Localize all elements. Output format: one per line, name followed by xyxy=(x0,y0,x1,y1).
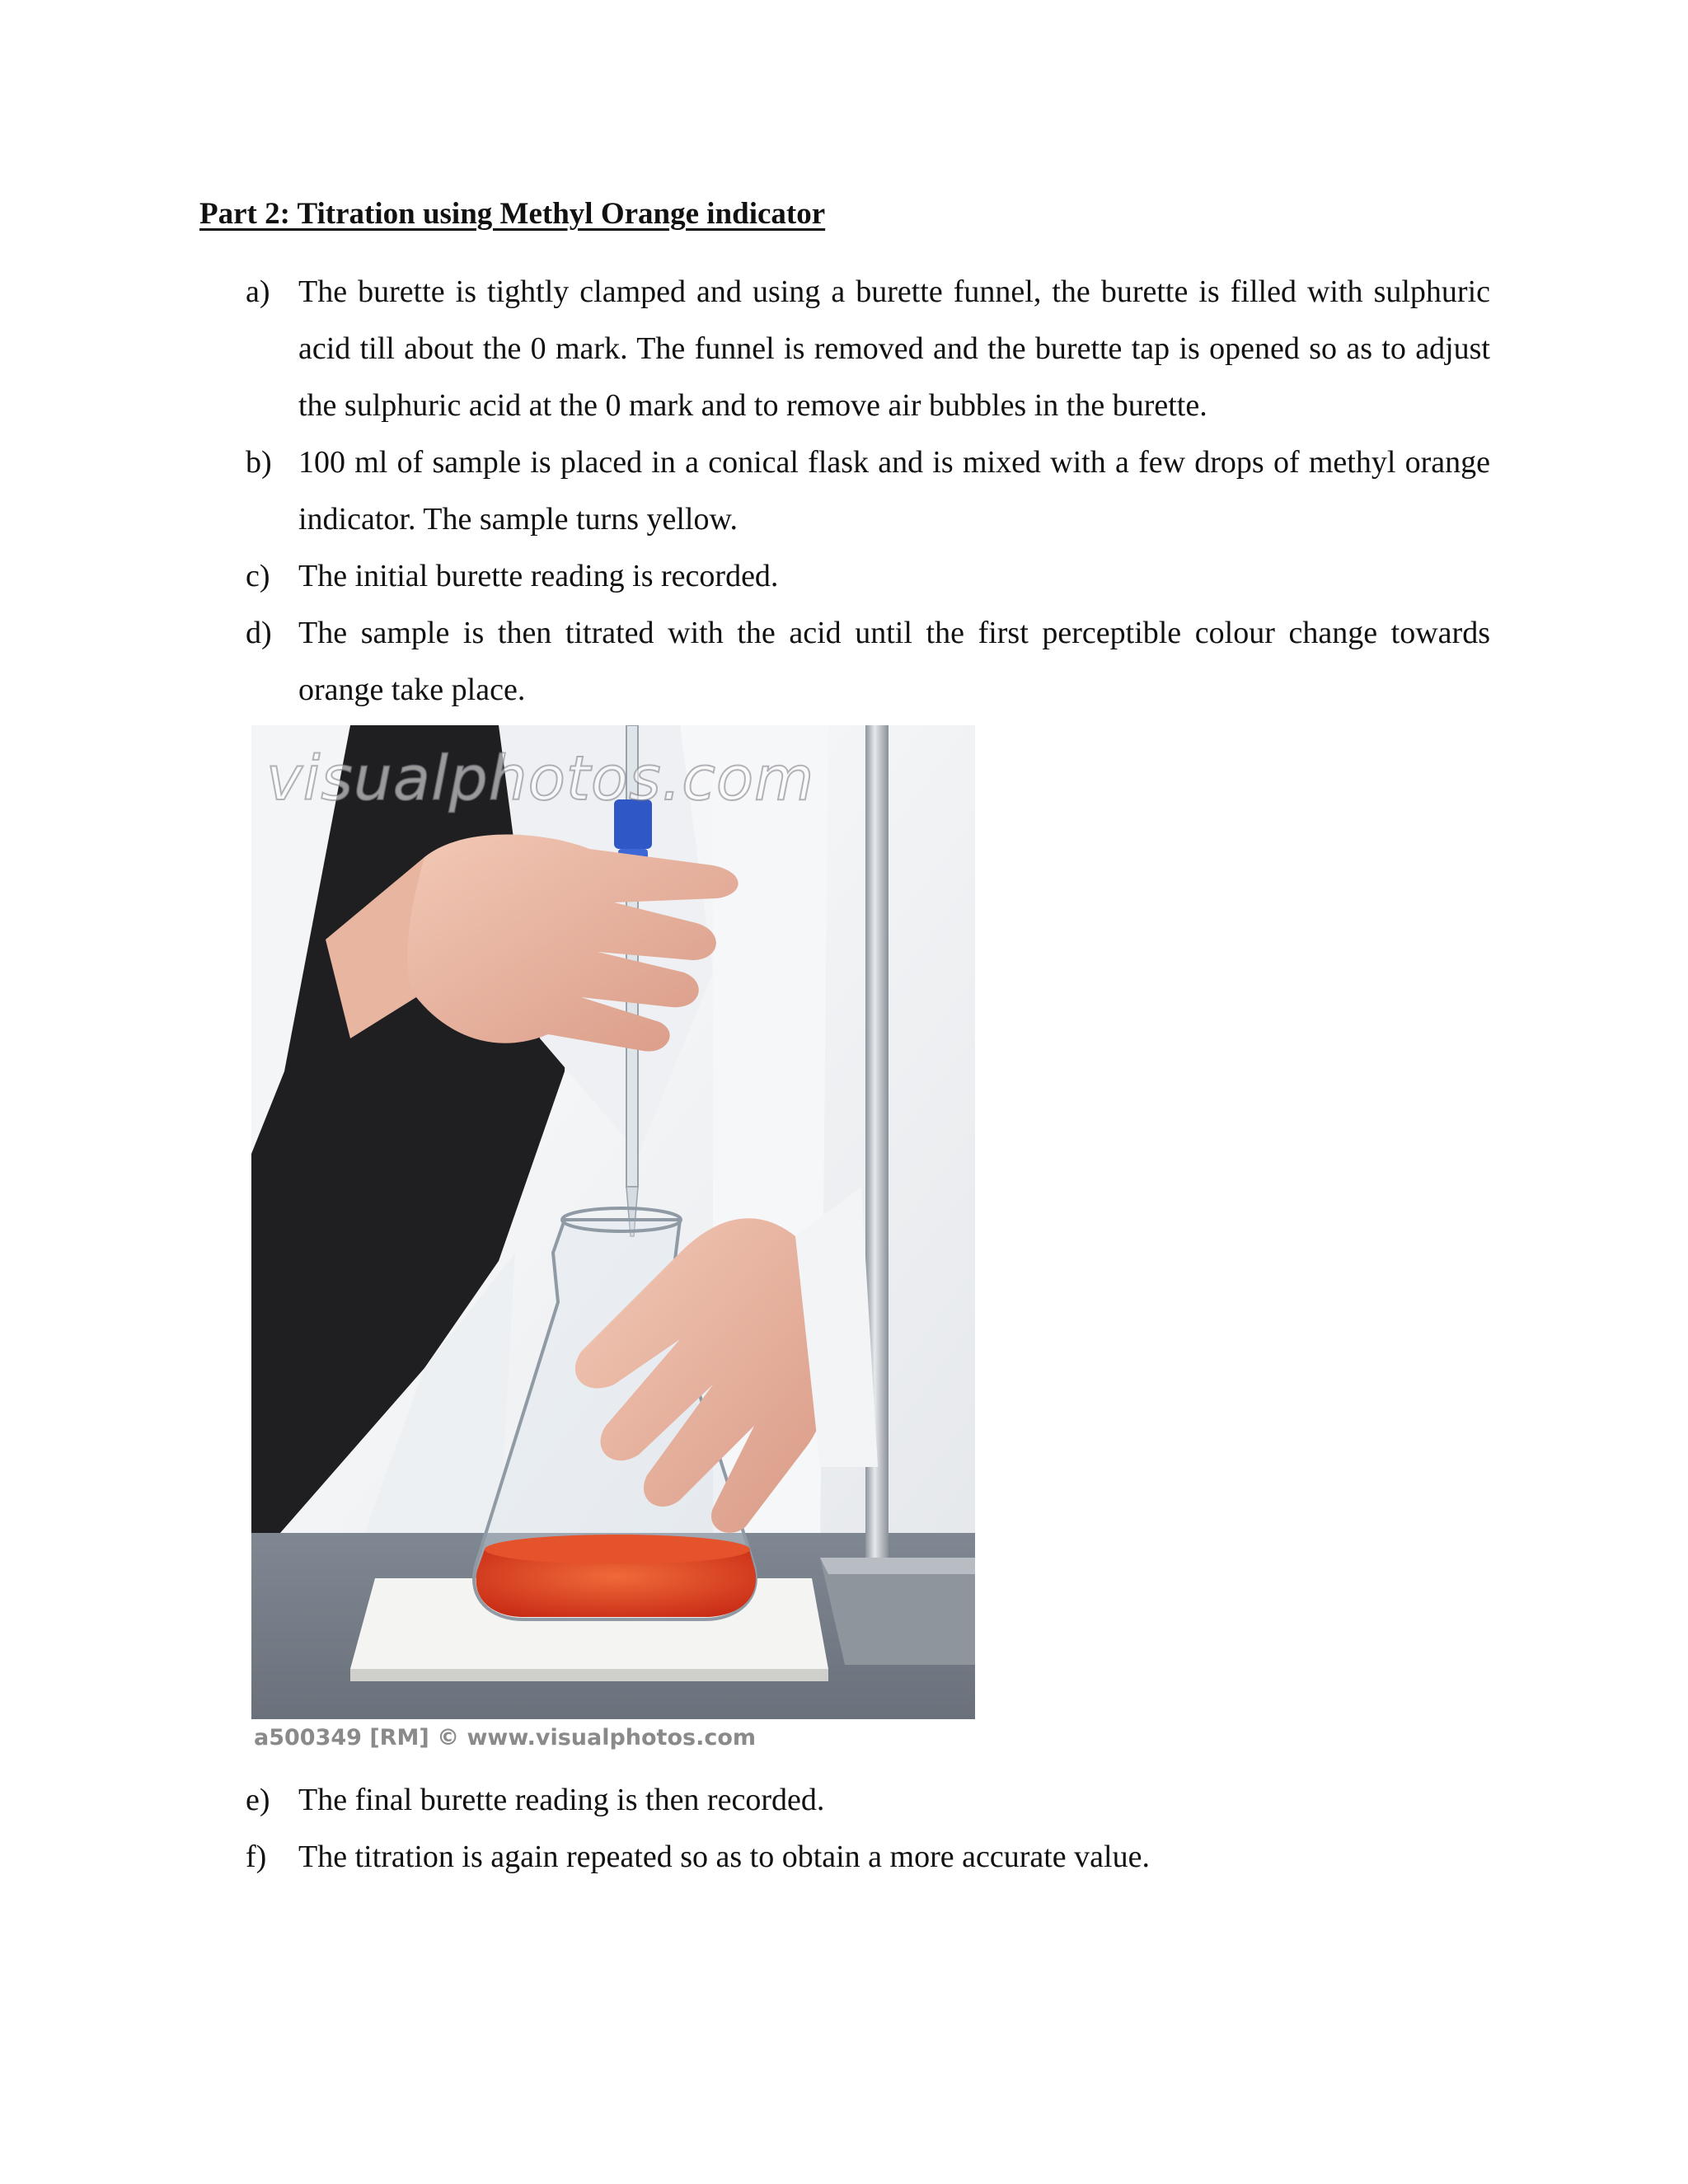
titration-photo xyxy=(251,725,975,1719)
step-text: The titration is again repeated so as to obtain a more accurate value. xyxy=(298,1840,1150,1874)
step-marker: b) xyxy=(246,445,272,480)
procedure-step-d xyxy=(246,605,1490,719)
step-marker: c) xyxy=(246,559,270,593)
step-marker: f) xyxy=(246,1840,267,1874)
photo-watermark: visualphotos.com xyxy=(266,743,815,814)
titration-illustration xyxy=(251,725,975,1719)
step-text: The sample is then titrated with the acid until the first perceptible colour change towards orange take place. xyxy=(298,616,1490,707)
step-marker: e) xyxy=(246,1783,270,1817)
step-text: The burette is tightly clamped and using a burette funnel, the burette is filled with sulphuric acid till about the 0 mark. The funnel is removed and the burette tap is opened so as to adjust the sulphuric acid at the 0 mark and to remove air bubbles in the burette. xyxy=(298,274,1490,423)
procedure-step-e xyxy=(246,1772,1490,1829)
procedure-step-a xyxy=(246,264,1490,434)
procedure-step-b xyxy=(246,434,1490,548)
step-marker: d) xyxy=(246,616,272,650)
step-text: 100 ml of sample is placed in a conical flask and is mixed with a few drops of methyl orange indicator. The sample turns yellow. xyxy=(298,445,1490,537)
step-marker: a) xyxy=(246,274,270,309)
procedure-step-c xyxy=(246,548,1490,605)
step-text: The initial burette reading is recorded. xyxy=(298,559,779,593)
section-heading: Part 2: Titration using Methyl Orange indicator xyxy=(199,197,826,231)
step-text: The final burette reading is then recorded. xyxy=(298,1783,825,1817)
photo-caption: a500349 [RM] © www.visualphotos.com xyxy=(254,1725,757,1750)
procedure-step-f xyxy=(246,1829,1490,1886)
